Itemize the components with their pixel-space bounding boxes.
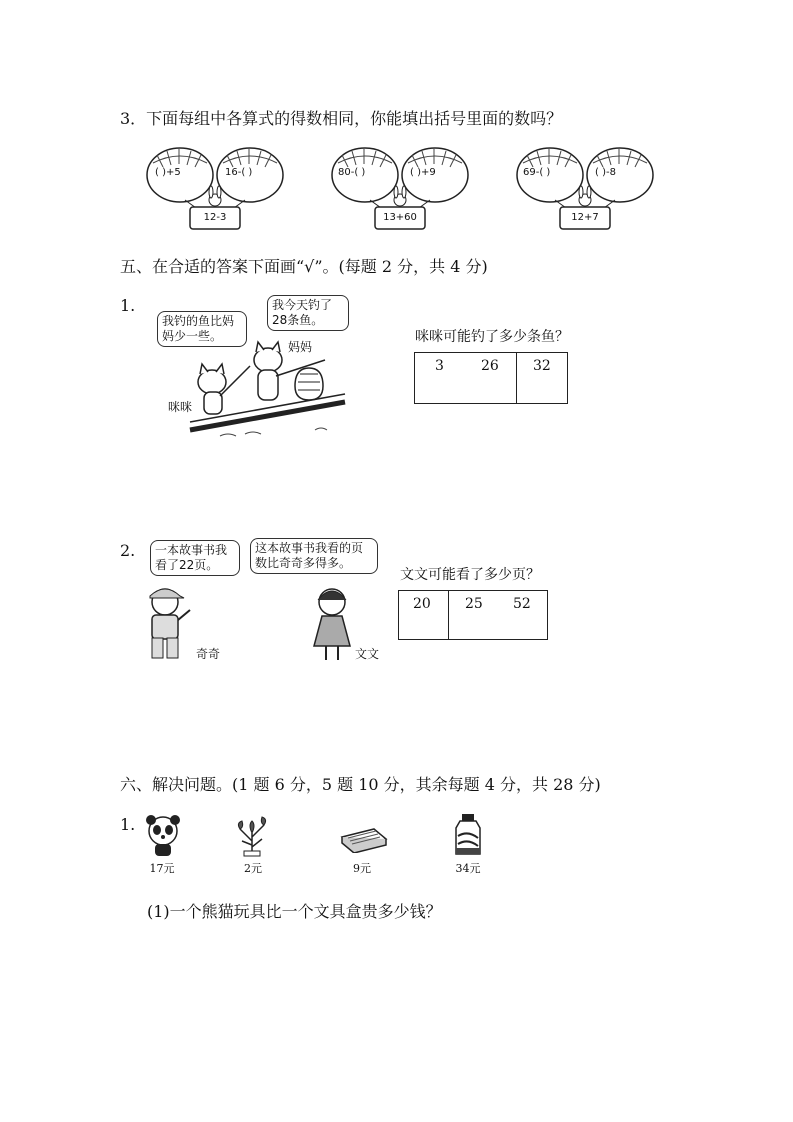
balloon-right-expression: ( )+9 <box>410 167 436 178</box>
s5-p2-number: 2. <box>120 541 136 560</box>
price-label: 2元 <box>244 862 262 875</box>
answer-option[interactable]: 20 <box>413 596 431 612</box>
balloon-group-1 <box>145 145 285 230</box>
balloon-group-3 <box>515 145 655 230</box>
basket-expression: 12+7 <box>571 212 599 223</box>
price-label: 17元 <box>149 862 175 875</box>
s6-p1-number: 1. <box>120 815 136 834</box>
label-mama: 妈妈 <box>288 340 313 354</box>
balloon-left-expression: ( )+5 <box>155 167 181 178</box>
balloon-left-expression: 80-( ) <box>338 167 366 178</box>
s5-p1-number: 1. <box>120 296 136 315</box>
answer-option[interactable]: 25 <box>465 596 483 612</box>
table-divider <box>448 591 449 639</box>
label-wenwen: 文文 <box>355 647 380 661</box>
panda-toy-icon <box>143 813 183 857</box>
section6-heading: 六、解决问题。(1 题 6 分，5 题 10 分，其余每题 4 分，共 28 分) <box>120 775 601 794</box>
q3-text: 3．下面每组中各算式的得数相同，你能填出括号里面的数吗？ <box>120 109 563 128</box>
balloon-right-expression: ( )-8 <box>595 167 616 178</box>
s6-p1-sub1: (1)一个熊猫玩具比一个文具盒贵多少钱？ <box>147 902 442 921</box>
answer-option[interactable]: 32 <box>533 358 551 374</box>
bottle-icon <box>452 812 484 858</box>
speech-bubble-mimi: 我钓的鱼比妈妈少一些。 <box>157 311 247 347</box>
section5-heading: 五、在合适的答案下面画“√”。(每题 2 分，共 4 分) <box>120 257 488 276</box>
s5-p2-question: 文文可能看了多少页？ <box>400 567 540 583</box>
answer-option[interactable]: 3 <box>435 358 444 374</box>
balloon-right-expression: 16-( ) <box>225 167 253 178</box>
children-illustration <box>140 580 390 665</box>
answer-option[interactable]: 52 <box>513 596 531 612</box>
label-mimi: 咪咪 <box>168 400 193 414</box>
table-divider <box>516 353 517 403</box>
speech-bubble-qiqi: 一本故事书我看了22页。 <box>150 540 240 576</box>
basket-expression: 13+60 <box>383 212 417 223</box>
speech-bubble-wenwen: 这本故事书我看的页数比奇奇多得多。 <box>250 538 378 574</box>
basket-expression: 12-3 <box>203 212 227 223</box>
plant-icon <box>232 815 272 857</box>
label-qiqi: 奇奇 <box>196 647 221 661</box>
balloon-left-expression: 69-( ) <box>523 167 551 178</box>
s5-p1-question: 咪咪可能钓了多少条鱼？ <box>415 329 569 345</box>
price-label: 34元 <box>455 862 481 875</box>
pencil-box-icon <box>338 825 388 853</box>
price-label: 9元 <box>353 862 371 875</box>
answer-option[interactable]: 26 <box>481 358 499 374</box>
speech-bubble-mama: 我今天钓了28条鱼。 <box>267 295 349 331</box>
balloon-group-2 <box>330 145 470 230</box>
s5-p1-answer-table <box>414 352 568 404</box>
s5-p2-answer-table <box>398 590 548 640</box>
